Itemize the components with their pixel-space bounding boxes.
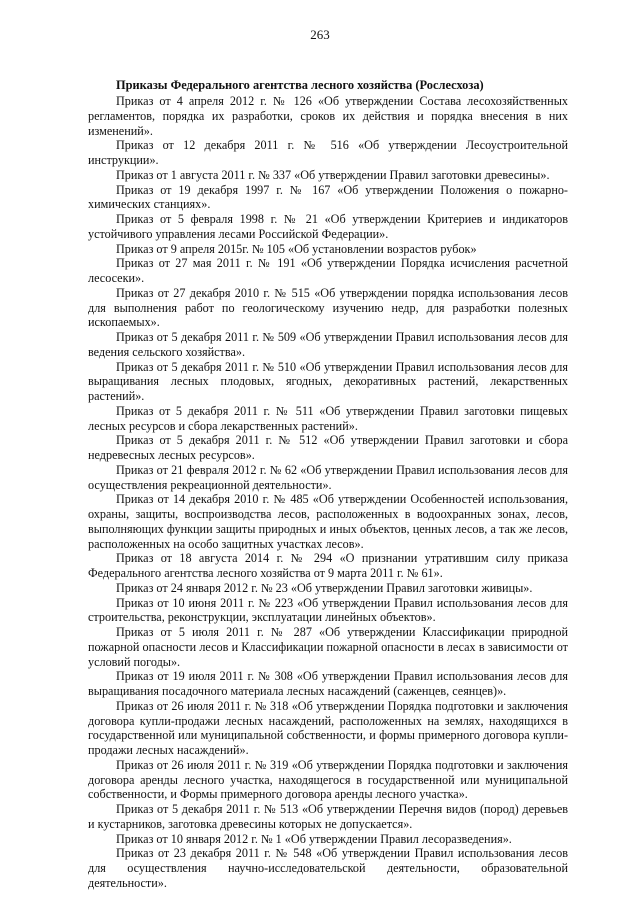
list-item: Приказ от 24 января 2012 г. № 23 «Об утверждении Правил заготовки живицы». bbox=[116, 580, 533, 595]
list-item: Приказ от 27 мая 2011 г. № 191 «Об утверждении Порядка исчисления расчетной лесосеки». bbox=[88, 256, 568, 285]
list-item: Приказ от 5 декабря 2011 г. № 512 «Об утверждении Правил заготовки и сбора недревесных лесных ресурсов». bbox=[88, 433, 568, 462]
page-number: 263 bbox=[310, 27, 330, 42]
list-item: Приказ от 5 февраля 1998 г. № 21 «Об утверждении Критериев и индикаторов устойчивого управления лесами Российской Федерации». bbox=[88, 212, 568, 241]
list-item: Приказ от 5 декабря 2011 г. № 509 «Об утверждении Правил использования лесов для ведения сельского хозяйства». bbox=[88, 330, 568, 359]
orders-list bbox=[88, 94, 568, 891]
list-item: Приказ от 10 января 2012 г. № 1 «Об утверждении Правил лесоразведения». bbox=[116, 831, 512, 846]
list-item: Приказ от 26 июля 2011 г. № 318 «Об утверждении Порядка подготовки и заключения договора купли-продажи лесных насаждений, расположенных на землях, находящихся в государственной или муниципальной собственности, и формы примерного договора купли-продажи лесных насаждений». bbox=[88, 698, 568, 757]
list-item: Приказ от 9 апреля 2015г. № 105 «Об установлении возрастов рубок» bbox=[116, 241, 477, 256]
list-item: Приказ от 14 декабря 2010 г. № 485 «Об утверждении Особенностей использования, охраны, защиты, воспроизводства лесов, расположенных в водоохранных зонах, лесов, выполняющих функции защиты природных и иных объектов, ценных лесов, а так же лесов, расположенных на особо защитных участках лесов». bbox=[88, 492, 568, 551]
list-item: Приказ от 27 декабря 2010 г. № 515 «Об утверждении порядка использования лесов для выполнения работ по геологическому изучению недр, для разработки полезных ископаемых». bbox=[88, 285, 568, 330]
list-item: Приказ от 5 июля 2011 г. № 287 «Об утверждении Классификации природной пожарной опасности лесов и Классификации пожарной опасности в лесах в зависимости от условий погоды». bbox=[88, 625, 568, 669]
list-item: Приказ от 26 июля 2011 г. № 319 «Об утверждении Порядка подготовки и заключения договора аренды лесного участка, находящегося в государственной или муниципальной собственности, и Формы примерного договора аренды лесного участка». bbox=[88, 757, 568, 802]
list-item: Приказ от 12 декабря 2011 г. № 516 «Об утверждении Лесоустроительной инструкции». bbox=[88, 138, 568, 167]
section-title: Приказы Федерального агентства лесного хозяйства (Рослесхоза) bbox=[116, 78, 484, 92]
list-item: Приказ от 19 декабря 1997 г. № 167 «Об утверждении Положения о пожарно-химических станциях». bbox=[88, 182, 568, 212]
list-item: Приказ от 4 апреля 2012 г. № 126 «Об утверждении Состава лесохозяйственных регламентов, порядка их разработки, сроков их действия и порядка внесения в них изменений». bbox=[88, 94, 568, 138]
list-item: Приказ от 18 августа 2014 г. № 294 «О признании утратившим силу приказа Федерального агентства лесного хозяйства от 9 марта 2011 г. № 61». bbox=[88, 551, 568, 580]
list-item: Приказ от 23 декабря 2011 г. № 548 «Об утверждении Правил использования лесов для осуществления научно-исследовательской деятельности, образовательной деятельности». bbox=[88, 846, 568, 890]
list-item: Приказ от 5 декабря 2011 г. № 511 «Об утверждении Правил заготовки пищевых лесных ресурсов и сбора лекарственных растений». bbox=[88, 403, 568, 433]
list-item: Приказ от 21 февраля 2012 г. № 62 «Об утверждении Правил использования лесов для осуществления рекреационной деятельности». bbox=[88, 462, 568, 492]
list-item: Приказ от 5 декабря 2011 г. № 513 «Об утверждении Перечня видов (пород) деревьев и кустарников, заготовка древесины которых не допускается». bbox=[88, 802, 568, 831]
list-item: Приказ от 1 августа 2011 г. № 337 «Об утверждении Правил заготовки древесины». bbox=[116, 167, 550, 182]
list-item: Приказ от 10 июня 2011 г. № 223 «Об утверждении Правил использования лесов для строительства, реконструкции, эксплуатации линейных объектов». bbox=[88, 595, 568, 625]
list-item: Приказ от 5 декабря 2011 г. № 510 «Об утверждении Правил использования лесов для выращивания лесных плодовых, ягодных, декоративных растений, лекарственных растений». bbox=[88, 359, 568, 403]
list-item: Приказ от 19 июля 2011 г. № 308 «Об утверждении Правил использования лесов для выращивания посадочного материала лесных насаждений (саженцев, сеянцев)». bbox=[88, 669, 568, 698]
